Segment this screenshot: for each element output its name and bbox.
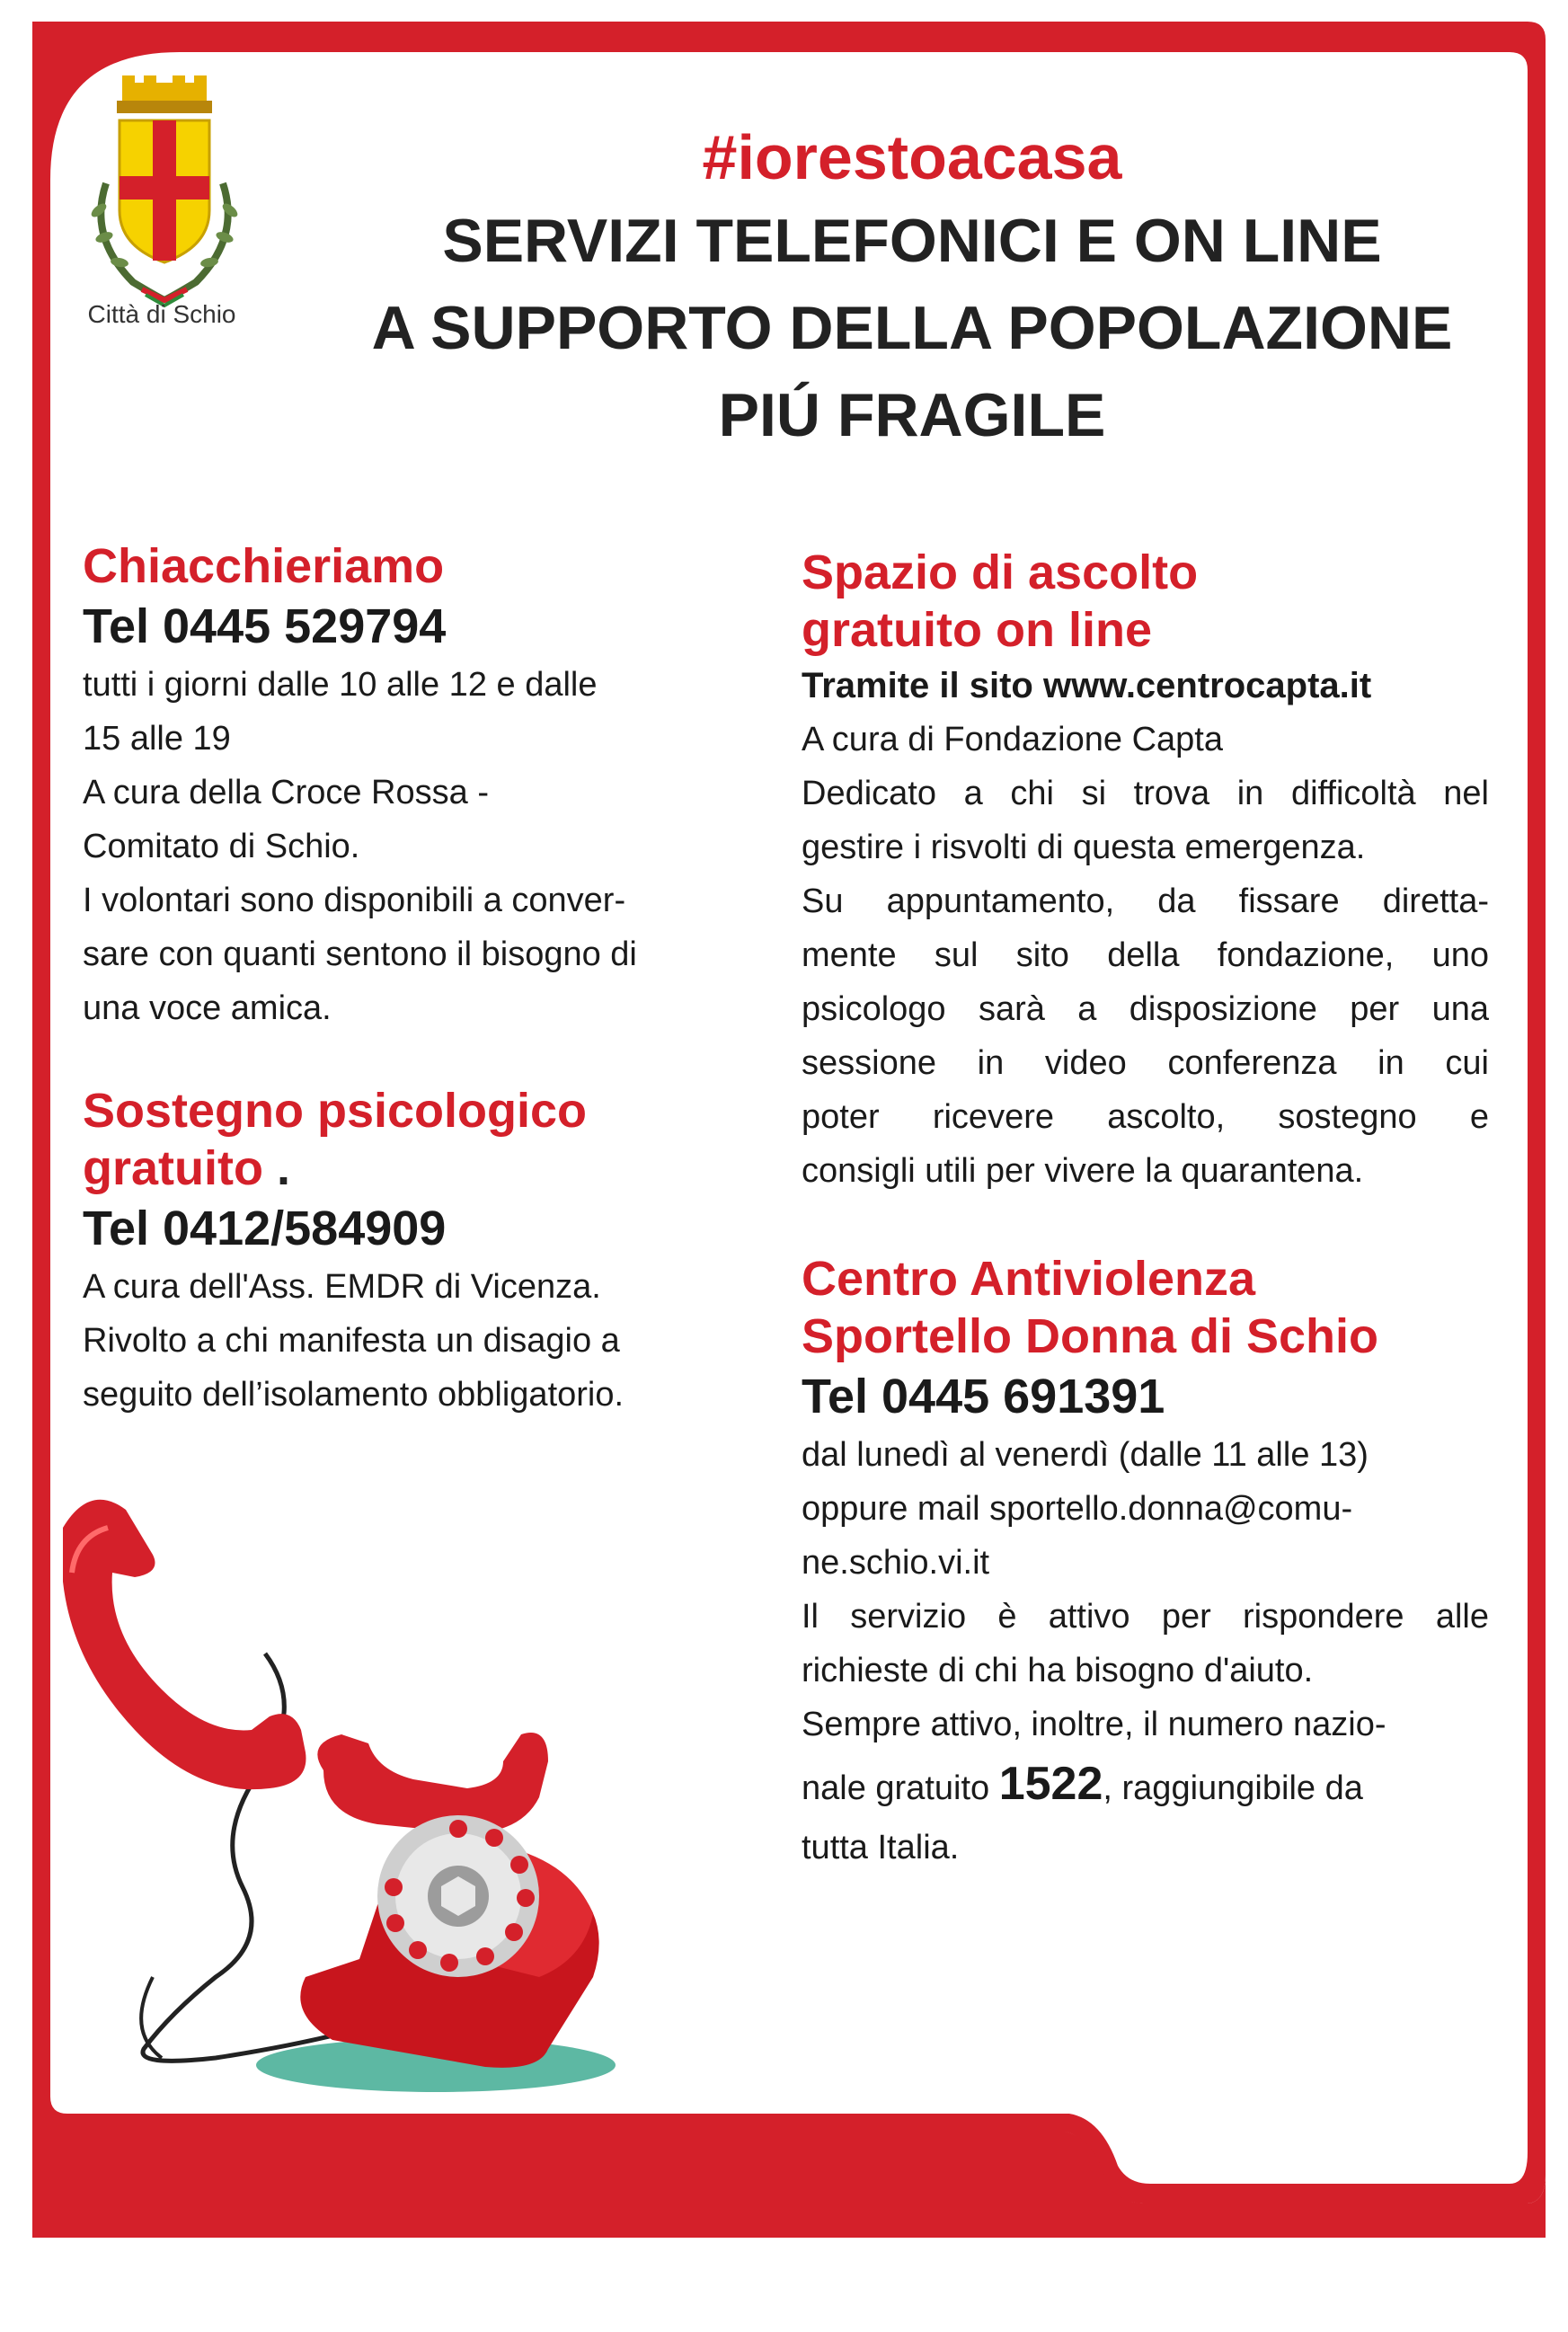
hashtag: #iorestoacasa	[702, 122, 1122, 192]
text-line: dal lunedì al venerdì (dalle 11 alle 13)	[802, 1436, 1369, 1474]
section-spazio-ascolto	[802, 544, 1489, 1198]
phone-number: Tel 0445 691391	[802, 1370, 1165, 1423]
section-antiviolenza	[802, 1250, 1489, 1875]
text-line: richieste di chi ha bisogno d'aiuto.	[802, 1652, 1314, 1689]
section-title-2	[83, 1139, 775, 1197]
left-column	[83, 537, 775, 1422]
text-line: Su appuntamento, da fissare diretta-	[802, 882, 1489, 920]
email-line-2: ne.schio.vi.it	[802, 1544, 990, 1582]
section-chiacchieriamo	[83, 537, 775, 1035]
text-line: psicologo sarà a disposizione per una	[802, 990, 1489, 1028]
coat-of-arms-icon	[70, 75, 259, 336]
phone-number: Tel 0412/584909	[83, 1201, 447, 1255]
website-line: Tramite il sito www.centrocapta.it	[802, 666, 1372, 705]
text-line: sare con quanti sentono il bisogno di	[83, 935, 637, 973]
logo-caption: Città di Schio	[87, 300, 236, 328]
right-column	[802, 544, 1489, 1875]
text-line: poter ricevere ascolto, sostegno e	[802, 1098, 1489, 1136]
text-line: una voce amica.	[83, 989, 332, 1027]
text-line: Il servizio è attivo per rispondere alle	[802, 1598, 1489, 1636]
text-line: seguito dell’isolamento obbligatorio.	[83, 1376, 625, 1414]
section-title: Sostegno psicologico	[83, 1084, 588, 1138]
email-line: oppure mail sportello.donna@comu-	[802, 1490, 1353, 1528]
section-title: Spazio di ascolto	[802, 545, 1199, 599]
text-line: A cura dell'Ass. EMDR di Vicenza.	[83, 1268, 601, 1306]
section-title: Centro Antiviolenza	[802, 1252, 1256, 1306]
title-dot: .	[277, 1141, 291, 1195]
text-line: 15 alle 19	[83, 720, 231, 758]
header	[323, 117, 1501, 459]
title-line-2: A SUPPORTO DELLA POPOLAZIONE	[371, 294, 1453, 362]
text-line: Comitato di Schio.	[83, 828, 360, 865]
text-line: tutti i giorni dalle 10 alle 12 e dalle	[83, 666, 598, 704]
text-line: A cura di Fondazione Capta	[802, 721, 1223, 758]
phone-number: Tel 0445 529794	[83, 599, 447, 653]
text-line: sessione in video conferenza in cui	[802, 1044, 1489, 1082]
section-title-2: Sportello Donna di Schio	[802, 1309, 1379, 1363]
text-line: Dedicato a chi si trova in difficoltà nel	[802, 775, 1489, 812]
text-line: A cura della Croce Rossa -	[83, 774, 489, 811]
red-rotary-phone-icon	[36, 1474, 719, 2121]
national-prefix: nale gratuito	[802, 1769, 990, 1807]
text-line: Rivolto a chi manifesta un disagio a	[83, 1322, 620, 1360]
title-line-1: SERVIZI TELEFONICI E ON LINE	[442, 207, 1382, 275]
text-line: Sempre attivo, inoltre, il numero nazio-	[802, 1706, 1386, 1743]
text-line: tutta Italia.	[802, 1829, 960, 1866]
text-line: consigli utili per vivere la quarantena.	[802, 1152, 1364, 1190]
national-number-line	[802, 1751, 1489, 1821]
title-line-3: PIÚ FRAGILE	[718, 381, 1106, 449]
section-sostegno	[83, 1082, 775, 1422]
section-title: Chiacchieriamo	[83, 539, 445, 593]
text-line: gestire i risvolti di questa emergenza.	[802, 829, 1366, 866]
national-number: 1522	[998, 1758, 1103, 1810]
text-line: I volontari sono disponibili a conver-	[83, 882, 626, 919]
text-line: mente sul sito della fondazione, uno	[802, 936, 1489, 974]
section-title-2: gratuito on line	[802, 603, 1152, 657]
national-suffix: , raggiungibile da	[1103, 1769, 1363, 1807]
section-title-2-text: gratuito	[83, 1141, 263, 1195]
